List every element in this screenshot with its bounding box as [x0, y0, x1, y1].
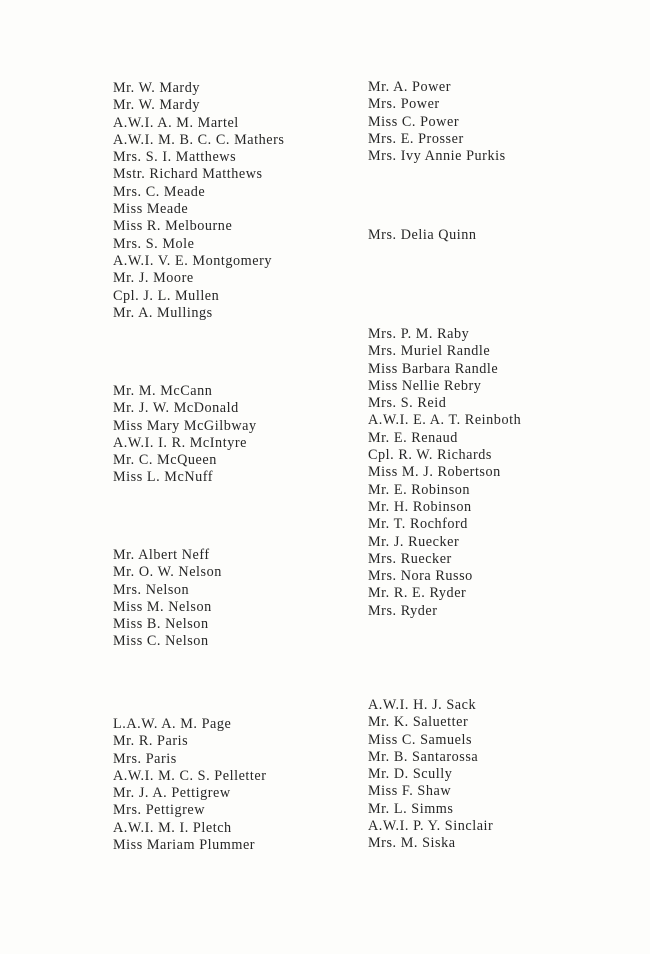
name-entry: Mr. R. Paris — [113, 733, 189, 750]
name-entry: Miss C. Power — [368, 113, 460, 130]
name-entry: Mr. H. Robinson — [368, 498, 472, 515]
name-entry: L.A.W. A. M. Page — [113, 716, 232, 732]
name-group-r — [368, 326, 521, 620]
name-group-pw — [368, 79, 506, 165]
name-entry: Mrs. M. Siska — [368, 835, 456, 852]
name-entry: Mrs. Ryder — [368, 602, 438, 619]
name-entry: Miss R. Melbourne — [113, 218, 233, 235]
name-entry: Mr. J. W. McDonald — [113, 400, 239, 417]
name-entry: Mrs. C. Meade — [113, 183, 206, 200]
name-entry: Mrs. Ruecker — [368, 550, 452, 567]
name-entry: Mr. Albert Neff — [113, 547, 210, 563]
name-entry: Mrs. S. I. Matthews — [113, 149, 237, 166]
name-entry: Mrs. Muriel Randle — [368, 343, 491, 360]
name-entry: Miss C. Nelson — [113, 633, 209, 650]
name-entry: Mr. R. E. Ryder — [368, 585, 467, 602]
name-entry: A.W.I. E. A. T. Reinboth — [368, 412, 522, 429]
name-entry: A.W.I. I. R. McIntyre — [113, 434, 247, 451]
name-entry: Miss Mary McGilbway — [113, 417, 257, 434]
name-entry: Miss M. J. Robertson — [368, 464, 501, 481]
name-entry: Mrs. S. Reid — [368, 395, 447, 412]
name-entry: Mr. A. Mullings — [113, 304, 213, 321]
name-entry: Mr. L. Simms — [368, 800, 454, 817]
name-entry: Mrs. P. M. Raby — [368, 326, 470, 342]
name-entry: Cpl. R. W. Richards — [368, 447, 492, 464]
name-entry: A.W.I. M. B. C. C. Mathers — [113, 131, 285, 148]
name-entry: A.W.I. M. C. S. Pelletter — [113, 767, 267, 784]
name-entry: Mr. E. Robinson — [368, 481, 471, 498]
name-entry: Mrs. Ivy Annie Purkis — [368, 148, 506, 165]
name-entry: Mr. W. Mardy — [113, 80, 200, 96]
name-entry: Mr. W. Mardy — [113, 97, 200, 114]
name-entry: A.W.I. P. Y. Sinclair — [368, 818, 494, 835]
name-entry: Mr. E. Renaud — [368, 429, 458, 446]
name-entry: Miss C. Samuels — [368, 731, 473, 748]
name-entry: Mr. J. Moore — [113, 270, 194, 287]
name-entry: Mrs. Pettigrew — [113, 802, 206, 819]
name-entry: Mr. T. Rochford — [368, 516, 468, 533]
name-entry: Mr. J. Ruecker — [368, 533, 460, 550]
name-entry: Mrs. Paris — [113, 750, 177, 767]
name-entry: A.W.I. M. I. Pletch — [113, 819, 232, 836]
name-entry: Mrs. Nelson — [113, 581, 190, 598]
name-entry: Miss L. McNuff — [113, 469, 214, 486]
name-group-mc — [113, 383, 257, 487]
name-entry: Mr. M. McCann — [113, 383, 213, 399]
name-entry: Mstr. Richard Matthews — [113, 166, 263, 183]
name-entry: A.W.I. H. J. Sack — [368, 697, 477, 713]
name-entry: Miss Mariam Plummer — [113, 837, 256, 854]
name-entry: Mrs. Power — [368, 96, 440, 113]
name-group-q — [368, 227, 477, 244]
name-entry: A.W.I. A. M. Martel — [113, 114, 239, 131]
name-entry: Mrs. E. Prosser — [368, 130, 464, 147]
name-entry: Cpl. J. L. Mullen — [113, 287, 220, 304]
name-entry: Mr. C. McQueen — [113, 452, 217, 469]
name-entry: Mr. D. Scully — [368, 766, 453, 783]
name-entry: Mrs. Delia Quinn — [368, 227, 477, 243]
name-group-p — [113, 716, 267, 854]
name-entry: Miss B. Nelson — [113, 616, 209, 633]
name-group-s — [368, 697, 493, 853]
name-entry: Mrs. Nora Russo — [368, 568, 473, 585]
name-entry: A.W.I. V. E. Montgomery — [113, 252, 272, 269]
name-entry: Miss M. Nelson — [113, 598, 212, 615]
name-entry: Mr. K. Saluetter — [368, 714, 469, 731]
name-entry: Miss Barbara Randle — [368, 360, 499, 377]
name-entry: Miss F. Shaw — [368, 783, 452, 800]
name-entry: Mr. A. Power — [368, 79, 452, 95]
name-entry: Mr. J. A. Pettigrew — [113, 785, 231, 802]
name-entry: Miss Meade — [113, 201, 189, 218]
name-entry: Mr. B. Santarossa — [368, 748, 479, 765]
name-entry: Mrs. S. Mole — [113, 235, 195, 252]
name-entry: Miss Nellie Rebry — [368, 377, 482, 394]
name-group-n — [113, 547, 222, 651]
name-group-m — [113, 80, 284, 322]
name-entry: Mr. O. W. Nelson — [113, 564, 222, 581]
